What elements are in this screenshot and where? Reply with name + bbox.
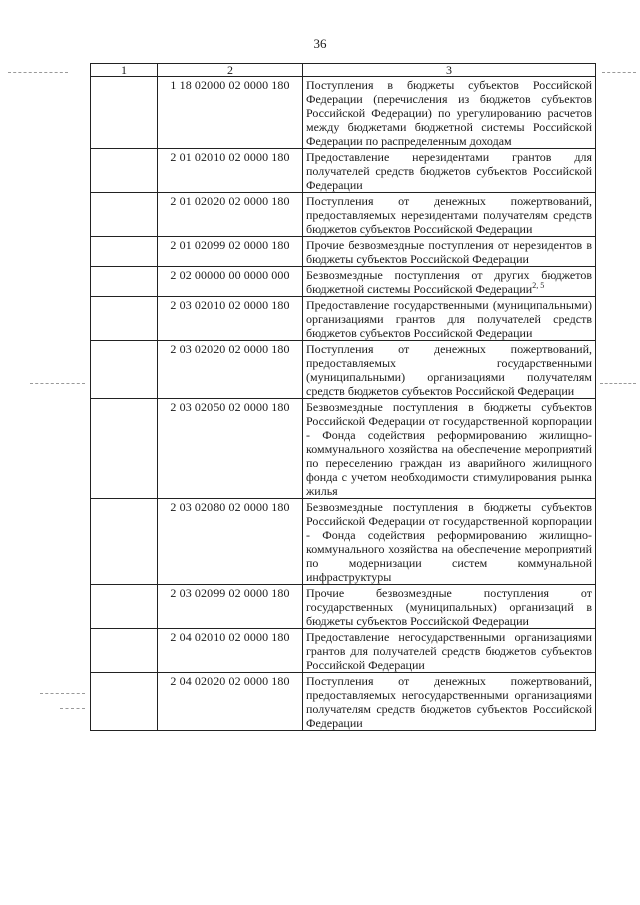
table-row [91, 673, 596, 731]
row-description: Поступления от денежных пожертвований, предоставляемых нерезидентами получателям средств бюджетов субъектов Российской Федерации [303, 193, 596, 237]
row-description: Прочие безвозмездные поступления от нерезидентов в бюджеты субъектов Российской Федерации [303, 237, 596, 267]
column-header-2: 2 [158, 64, 303, 77]
classification-table [90, 63, 596, 731]
scan-mark [30, 383, 85, 384]
scan-mark [40, 693, 85, 694]
row-code: 2 03 02020 02 0000 180 [158, 341, 303, 399]
table-row [91, 149, 596, 193]
row-col1 [91, 585, 158, 629]
row-description: Безвозмездные поступления в бюджеты субъектов Российской Федерации от государственной корпорации - Фонда содействия реформированию жилищно-коммунального хозяйства на обеспечение мероприятий по модернизации систем коммунальной инфраструктуры [303, 499, 596, 585]
row-col1 [91, 399, 158, 499]
row-description: Поступления в бюджеты субъектов Российской Федерации (перечисления из бюджетов субъектов Российской Федерации) по урегулированию расчетов между бюджетами бюджетной системы Российской Федерации по распределенным доходам [303, 77, 596, 149]
row-code: 2 01 02010 02 0000 180 [158, 149, 303, 193]
row-code: 2 02 00000 00 0000 000 [158, 267, 303, 297]
row-description: Поступления от денежных пожертвований, предоставляемых государственными (муниципальными) организациями получателям средств бюджетов субъектов Российской Федерации [303, 341, 596, 399]
row-code: 2 01 02020 02 0000 180 [158, 193, 303, 237]
page-number: 36 [313, 36, 327, 51]
row-col1 [91, 297, 158, 341]
row-col1 [91, 237, 158, 267]
table-row [91, 77, 596, 149]
row-description: Предоставление государственными (муниципальными) организациями грантов для получателей средств бюджетов субъектов Российской Федерации [303, 297, 596, 341]
table-row [91, 399, 596, 499]
column-header-3: 3 [303, 64, 596, 77]
row-col1 [91, 193, 158, 237]
row-col1 [91, 267, 158, 297]
row-description [303, 267, 596, 297]
scan-mark [60, 708, 85, 709]
table-row [91, 297, 596, 341]
table-row [91, 341, 596, 399]
table-row [91, 585, 596, 629]
row-col1 [91, 341, 158, 399]
row-col1 [91, 673, 158, 731]
table-row [91, 629, 596, 673]
row-code: 1 18 02000 02 0000 180 [158, 77, 303, 149]
row-description: Предоставление нерезидентами грантов для получателей средств бюджетов субъектов Российской Федерации [303, 149, 596, 193]
footnote-marker: 2, 5 [532, 281, 545, 290]
row-code: 2 04 02010 02 0000 180 [158, 629, 303, 673]
row-code: 2 04 02020 02 0000 180 [158, 673, 303, 731]
table-row [91, 267, 596, 297]
row-col1 [91, 499, 158, 585]
row-col1 [91, 629, 158, 673]
row-code: 2 03 02099 02 0000 180 [158, 585, 303, 629]
row-description: Прочие безвозмездные поступления от государственных (муниципальных) организаций в бюджеты субъектов Российской Федерации [303, 585, 596, 629]
table-row [91, 237, 596, 267]
row-description: Поступления от денежных пожертвований, предоставляемых негосударственными организациями получателям средств бюджетов субъектов Российской Федерации [303, 673, 596, 731]
row-code: 2 03 02080 02 0000 180 [158, 499, 303, 585]
row-description-text: Безвозмездные поступления от других бюджетов бюджетной системы Российской Федерации [306, 268, 592, 296]
row-col1 [91, 149, 158, 193]
scan-mark [600, 383, 636, 384]
table-row [91, 499, 596, 585]
scan-mark [8, 72, 68, 73]
row-description: Безвозмездные поступления в бюджеты субъектов Российской Федерации от государственной корпорации - Фонда содействия реформированию жилищно-коммунального хозяйства на обеспечение мероприятий по переселению граждан из аварийного жилищного фонда с учетом необходимости стимулирования рынка жилья [303, 399, 596, 499]
row-description: Предоставление негосударственными организациями грантов для получателей средств бюджетов субъектов Российской Федерации [303, 629, 596, 673]
row-col1 [91, 77, 158, 149]
row-code: 2 03 02050 02 0000 180 [158, 399, 303, 499]
scan-mark [602, 72, 636, 73]
table-row [91, 193, 596, 237]
row-code: 2 03 02010 02 0000 180 [158, 297, 303, 341]
table-header-row [91, 64, 596, 77]
row-code: 2 01 02099 02 0000 180 [158, 237, 303, 267]
column-header-1: 1 [91, 64, 158, 77]
